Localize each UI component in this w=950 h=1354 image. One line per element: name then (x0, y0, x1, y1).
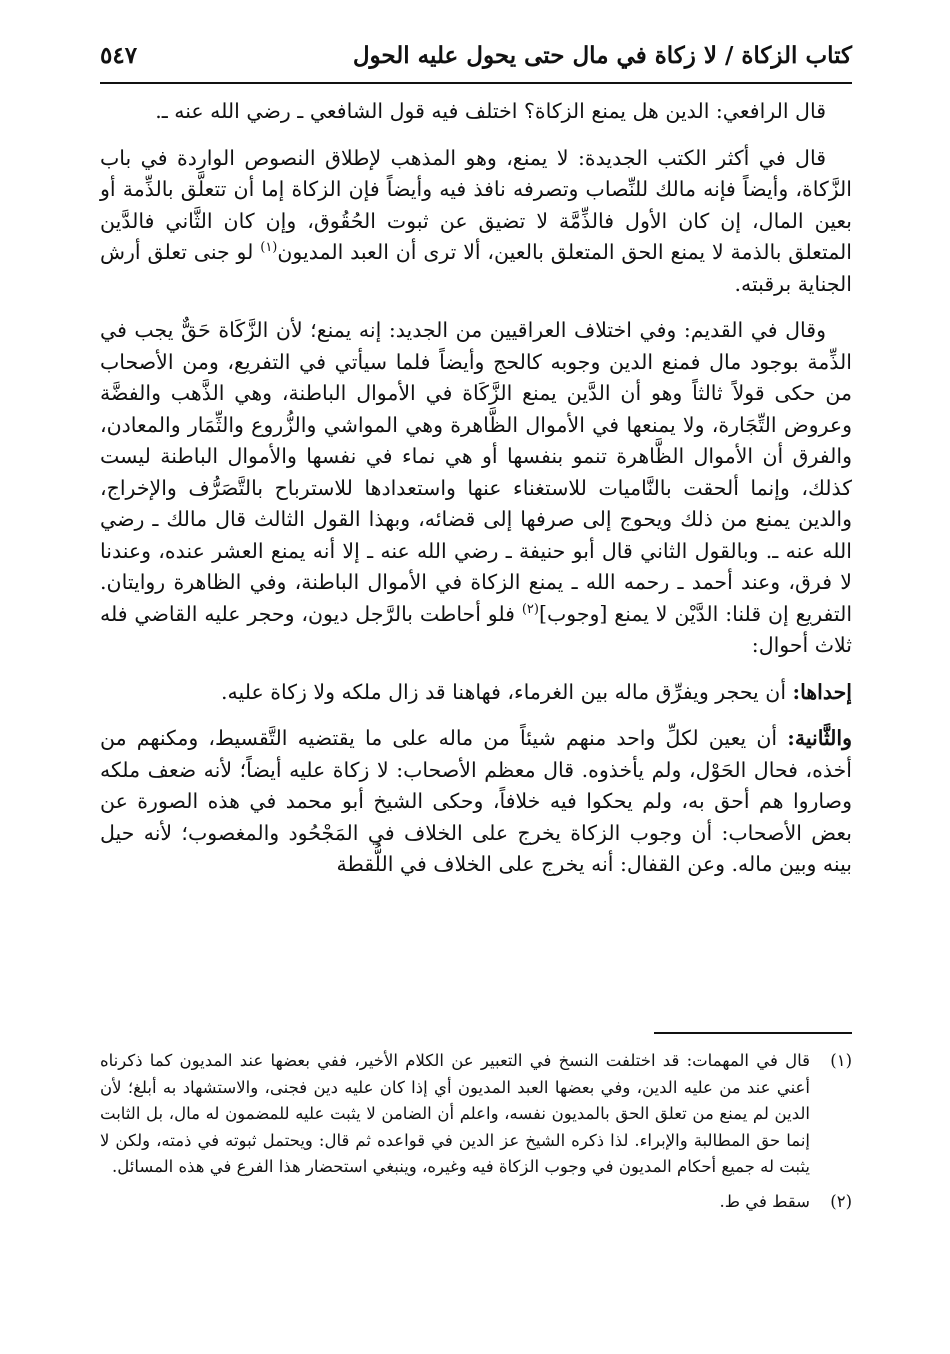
paragraph-text: وقال في القديم: وفي اختلاف العراقيين من الجديد: إنه يمنع؛ لأن الزَّكَاة حَقٌّ يجب في الذِّمة بوجود مال فمنع الدين وجوبه كالحج وأيضاً فلما سيأتي في التفريع، ومن الأصحاب من حكى قولاً ثالثاً وهو أن الدَّين يمنع الزَّكَاة في الأموال الباطنة، وهي الذَّهب والفضَّة وعروض التِّجَارة، ولا يمنعها في الأموال الظَّاهرة وهي المواشي والزُّروع والثِّمَار والمعادن، والفرق أن الأموال الظَّاهرة تنمو بنفسها أو هي نماء في نفسها والأموال الباطنة ليست كذلك، وإنما ألحقت بالنَّاميات للاستغناء عنها واستعدادها للاسترباح بالتَّصَرُّف والإخراج، والدين يمنع من ذلك ويحوج إلى صرفها إلى قضائه، وبهذا القول الثالث قال مالك ـ رضي الله عنه ـ. وبالقول الثاني قال أبو حنيفة ـ رضي الله عنه ـ إلا أنه يمنع العشر عنده، وعندنا لا فرق، وعند أحمد ـ رحمه الله ـ يمنع الزكاة في الأموال الباطنة، وفي الظاهرة روايتان. التفريع إن قلنا: الدَّيْن لا يمنع [وجوب] (100, 318, 853, 626)
header-title: كتاب الزكاة / لا زكاة في مال حتى يحول عليه الحول (352, 42, 852, 69)
paragraph-text: أن يحجر ويفرِّق ماله بين الغرماء، فهاهنا قد زال ملكه ولا زكاة عليه. (221, 679, 793, 704)
footnote-text: سقط في ط. (719, 1191, 810, 1211)
footnote-1 (100, 1048, 852, 1181)
page-number: ٥٤٧ (100, 42, 138, 69)
main-text (100, 96, 852, 896)
paragraph-tail: فلو أحاطت بالرَّجل ديون، وحجر عليه القاضي فله ثلاث أحوال: (100, 601, 852, 657)
footnote-ref-2[interactable]: (٢) (521, 601, 539, 617)
paragraph-text: قال الرافعي: الدين هل يمنع الزكاة؟ اختلف فيه قول الشافعي ـ رضي الله عنه ـ. (155, 99, 826, 123)
paragraph-text: قال في أكثر الكتب الجديدة: لا يمنع، وهو المذهب لإطلاق النصوص الواردة في باب الزَّكاة، وأيضاً فإنه مالك للنِّصاب وتصرفه نافذ فيه وأيضاً فإن الزكاة إما أن تتعلَّق بالذِّمة أو بعين المال، إن كان الأول فالذِّمَّة لا تضيق عن ثبوت الحُقُوق، وإن كان الثَّاني فالدَّين المتعلق بالذمة لا يمنع الحق المتعلق بالعين، ألا ترى أن العبد المديون (100, 145, 852, 264)
header-rule (100, 82, 852, 84)
footnotes (100, 1048, 852, 1223)
footnote-number: (٢) (830, 1191, 852, 1211)
paragraph-2 (100, 143, 852, 301)
paragraph-3 (100, 315, 852, 662)
paragraph-4 (100, 677, 852, 709)
paragraph-lead: إحداها: (792, 679, 852, 704)
paragraph-tail: لو جنى تعلق أرش الجناية برقبته. (100, 240, 852, 296)
footnote-text: قال في المهمات: قد اختلفت النسخ في التعبير عن الكلام الأخير، ففي بعضها عند المديون كما ذكرناه أعني عند من عليه الدين، وفي بعضها العبد المديون أي إذا كان عليه دين فجنى، والاستشهاد به أبلغ؛ لأن الدين لم يمنع من تعلق الحق بالمديون نفسه، واعلم أن الضامن لا يثبت عليه للمضمون له مال، بل الثابت إنما حق المطالبة والإبراء. لذا ذكره الشيخ عز الدين في قواعده ثم قال: ويحتمل ثبوته في ذمته، ولكن لا يثبت له جميع أحكام المديون في وجوب الزكاة فيه وغيره، وينبغي استحضار هذا الفرع في هذه المسائل. (100, 1051, 810, 1176)
paragraph-text: أن يعين لكلِّ واحد منهم شيئاً من ماله على ما يقتضيه التَّقسيط، ومكنهم من أخذه، فحال الحَوْل، ولم يأخذوه. قال معظم الأصحاب: لا زكاة عليه أيضاً؛ لأنه ضعف ملكه وصاروا هم أحق به، ولم يحكوا فيه خلافاً، وحكى الشيخ أبو محمد في هذه الصورة عن بعض الأصحاب: أن وجوب الزكاة يخرج على الخلاف في المَجْحُود والمغصوب؛ لأنه حيل بينه وبين ماله. وعن القفال: أنه يخرج على الخلاف في اللُّقطة (100, 726, 852, 876)
footnote-number: (١) (830, 1051, 852, 1070)
footnote-separator (654, 1032, 852, 1034)
paragraph-5 (100, 723, 852, 881)
paragraph-lead: والثَّانية: (787, 726, 852, 750)
paragraph-1 (100, 96, 852, 128)
footnote-ref-1[interactable]: (١) (260, 240, 278, 256)
footnote-2 (100, 1189, 852, 1216)
running-header (100, 38, 852, 84)
